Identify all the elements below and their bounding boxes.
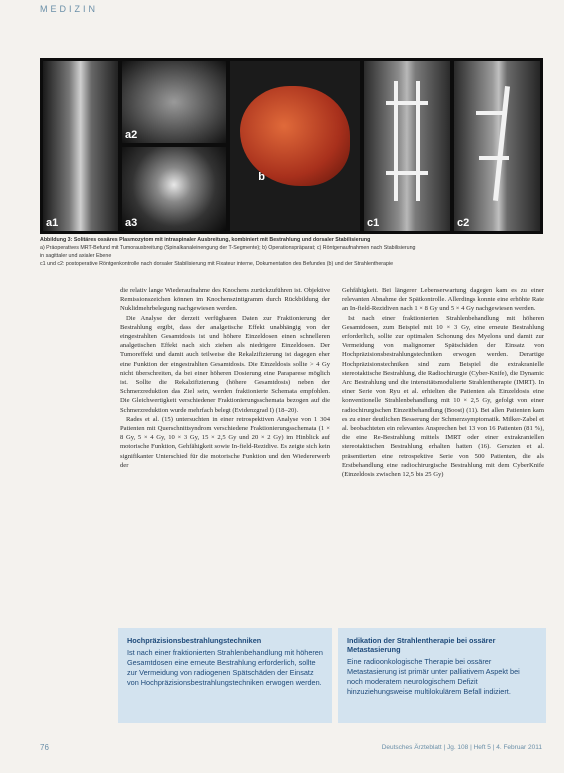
mri-sagittal-image (43, 61, 118, 231)
panel-label-c1: c1 (367, 217, 380, 229)
section-header: MEDIZIN (40, 4, 98, 14)
mri-axial-image (122, 61, 226, 143)
paragraph: Rades et al. (15) untersuchten in einer retrospektiven Analyse von 1 304 Patienten mit Querschnittsyndrom verschiedene Fraktionierungsschemata (1 × 8 Gy, 5 × 4 Gy, 10 × 3 Gy, 15 × 2,5 Gy und 20 × 2 Gy) im Hinblick auf motorische Funktion, Gehfähigkeit sowie In-field-Rezidive. Es zeigte sich kein signifikanter Unterschied für die motorische Funktion und den Wiedererwerb der (120, 415, 330, 469)
panel-label-a1: a1 (46, 217, 59, 229)
panel-label-c2: c2 (457, 217, 470, 229)
caption-line: c1 und c2: postoperative Röntgenkontrolle nach dorsaler Stabilisierung mit Fixateur interne, Dokumentation des Befundes (b) und der Strahlentherapie (40, 261, 394, 267)
fixation-screw (476, 111, 506, 115)
info-box-title: Indikation der Strahlentherapie bei ossärer Metastasierung (347, 636, 496, 654)
caption-line: a) Präoperatives MRT-Befund mit Tumorausbreitung (Spinalkanaleinengung der T-Segmente); b) Operationspräparat; c) Röntgenaufnahmen nach Stabilisierung (40, 245, 416, 251)
fixation-screw (386, 101, 428, 105)
fixation-rod (493, 86, 510, 201)
tumor-specimen (240, 86, 350, 186)
info-box-text: Eine radioonkologische Therapie bei ossärer Metastasierung ist primär unter palliativem Aspekt bei noch moderatem neurologischem Defizit hinzuziehungsweise multilokulärem Befall indiziert. (347, 657, 520, 696)
page-footer (0, 741, 564, 756)
text-column-right (342, 286, 544, 479)
figure-caption (40, 236, 543, 268)
info-box-text: Ist nach einer fraktionierten Strahlenbehandlung mit höheren Gesamtdosen eine erneute Bestrahlung erforderlich, sollte zur Vermeidung von radiogenen Spätschäden der Einsatz von Hochpräzisionsbestrahlungstechniken erwogen werden. (127, 648, 323, 687)
paragraph: die relativ lange Wiederaufnahme des Knochens zurückzuführen ist. Objektive Remissionszeichen können im Knochenszintigramm durch Rückbildung der Nuklidmehrbelegung nachgewiesen werden. (120, 287, 330, 313)
panel-label-b: b (258, 171, 265, 183)
info-box-title: Hochpräzisionsbestrahlungstechniken (127, 636, 262, 645)
paragraph: Ist nach einer fraktionierten Strahlenbehandlung mit höheren Gesamtdosen, zum Beispiel mit 10 × 3 Gy, eine erneute Bestrahlung erforderlich, sollte zur optimalen Schonung des Myelons und damit zur Vermeidung von malignomer Spätschäden der Einsatz von Hochpräzisionsbestrahlungstechniken erwogen werden. Derartige Hochpräzisionstechniken sind zum Beispiel die extrakranielle stereotaktische Bestrahlung, die Radiochirurgie (Cyber-Knife), die Dynamic Arc Bestrahlung und die intensitätsmodulierte Strahlentherapie (IMRT). In einer Serie von Ryu et al. erhielten die Patienten als Einzeldosis eine konventionelle Strahlenbehandlung mit 10 × 2,5 Gy, gefolgt von einer radiochirurgischen Einzeitbehandlung (Boost) (11). Bei allen Patienten kam es zu einer deutlichen Besserung der Schmerzsymptomatik. Milker-Zabel et al. beobachteten ein relevantes Ansprechen bei 13 von 16 Patienten (81 %), die eine Re-Bestrahlung mittels IMRT oder einer extrakraniellen stereotaktischen Bestrahlung erhalten hatten (16). Gerszten et al. präsentierten eine retrospektive Serie von 500 Patienten, die als Erstbehandlung eine radiochirurgische Bestrahlung mit dem CyberKnife (Einzeldosis zwischen 12,5 bis 25 Gy) (342, 314, 544, 479)
info-box-high-precision (118, 628, 332, 723)
journal-citation: Deutsches Ärzteblatt | Jg. 108 | Heft 5 | 4. Februar 2011 (381, 744, 542, 751)
page-number: 76 (40, 743, 49, 752)
paragraph: Die Analyse der derzeit verfügbaren Daten zur Fraktionierung der Bestrahlung ergibt, dass der analgetische Effekt unabhängig von der eingestrahlten Gesamtdosis ist und höhere Einzeldosen einen schnelleren analgetischen Effekt nach sich ziehen als niedrigere Einzeldosen. Der Tumoreffekt und damit auch teilweise die Rekalzifizierung ist dagegen eher eine Funktion der eingestrahlten Gesamtdosis. Die Einzeldosis sollte > 4 Gy nicht überschreiten, da bei einer höheren Dosierung eine Paraparese möglich ist. Sollte die Rekalzifizierung (höhere Gesamtdosis) neben der Schmerzreduktion das Ziel sein, werden fraktionierte Schemata empfohlen. Die Gleichwertigkeit verschiedener Fraktionierungsschemata bezogen auf die Schmerzreduktion wurde mehrfach belegt (Evidenzgrad I) (18–20). (120, 314, 330, 414)
ct-axial-image (122, 147, 226, 231)
panel-label-a3: a3 (125, 217, 138, 229)
text-column-left (120, 286, 330, 470)
figure-image-panel (40, 58, 543, 234)
info-box-indication (338, 628, 546, 723)
paragraph: Gehfähigkeit. Bei längerer Lebenserwartung dagegen kam es zu einer relevanten Abnahme der Spätkontrolle. Allerdings konnte eine erhöhte Rate an In-field-Rezidiven nach 1 × 8 Gy und 5 × 4 Gy nachgewiesen werden. (342, 287, 544, 313)
surgical-specimen-image (230, 61, 360, 231)
caption-title: Abbildung 3: Solitäres ossäres Plasmozytom mit intraspinaler Ausbreitung, kombiniert mit Bestrahlung und dorsaler Stabilisierung (40, 237, 371, 243)
fixation-screw (479, 156, 509, 160)
fixation-rod-right (416, 81, 420, 201)
caption-line: in sagittaler und axialer Ebene (40, 253, 112, 259)
xray-ap-image (364, 61, 450, 231)
xray-lateral-image (454, 61, 540, 231)
fixation-rod-left (394, 81, 398, 201)
fixation-screw (386, 171, 428, 175)
panel-label-a2: a2 (125, 129, 138, 141)
